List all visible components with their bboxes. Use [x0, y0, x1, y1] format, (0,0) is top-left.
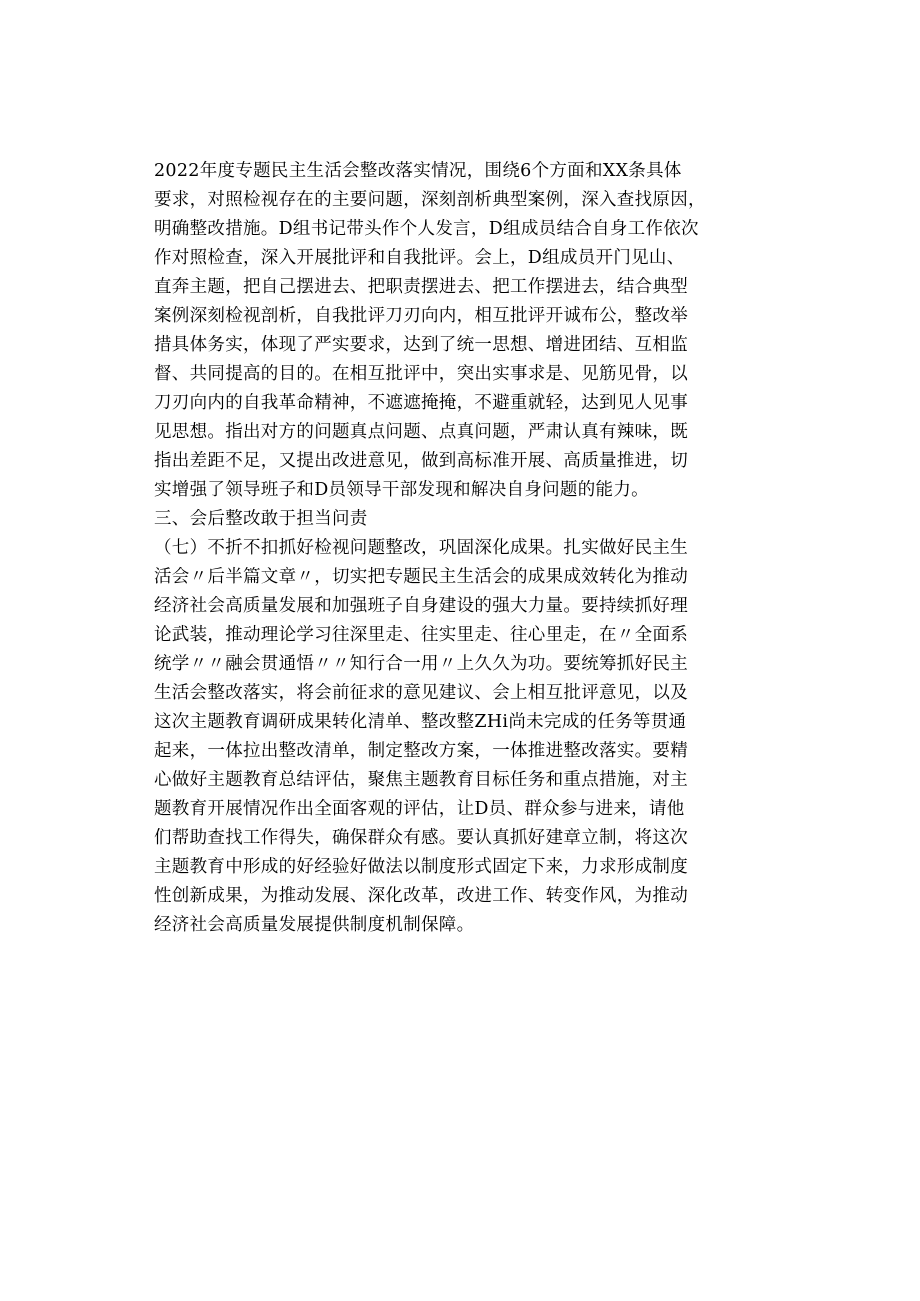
text-line-15: 活会〃后半篇文章〃，切实把专题民主生活会的成果成效转化为推动	[154, 567, 688, 587]
text-line-4: 作对照检查，深入开展批评和自我批评。会上，D组成员开门见山、	[154, 248, 685, 268]
text-line-16: 经济社会高质量发展和加强班子自身建设的强大力量。要持续抓好理	[154, 596, 688, 616]
text-line-18: 统学〃〃融会贯通悟〃〃知行合一用〃上久久为功。要统筹抓好民主	[154, 654, 688, 674]
text-line-5: 直奔主题，把自己摆进去、把职责摆进去、把工作摆进去，结合典型	[154, 277, 688, 297]
text-line-12: 实增强了领导班子和D员领导干部发现和解决自身问题的能力。	[154, 480, 649, 500]
section-heading: 三、会后整改敢于担当问责	[154, 509, 368, 529]
text-line-2: 要求，对照检视存在的主要问题，深刻剖析典型案例，深入查找原因，	[154, 190, 706, 210]
text-line-25: 主题教育中形成的好经验好做法以制度形式固定下来，力求形成制度	[154, 857, 688, 877]
text-line-24: 们帮助查找工作得失，确保群众有感。要认真抓好建章立制，将这次	[154, 828, 688, 848]
text-line-1: 2022年度专题民主生活会整改落实情况，围绕6个方面和XX条具体	[154, 161, 682, 181]
text-line-21: 起来，一体拉出整改清单，制定整改方案，一体推进整改落实。要精	[154, 741, 688, 761]
text-line-27: 经济社会高质量发展提供制度机制保障。	[154, 915, 475, 935]
text-line-14: （七）不折不扣抓好检视问题整改，巩固深化成果。扎实做好民主生	[154, 538, 688, 558]
text-line-8: 督、共同提高的目的。在相互批评中，突出实事求是、见筋见骨，以	[154, 364, 688, 384]
text-line-7: 措具体务实，体现了严实要求，达到了统一思想、增进团结、互相监	[154, 335, 688, 355]
text-line-26: 性创新成果，为推动发展、深化改革，改进工作、转变作风，为推动	[154, 886, 688, 906]
text-line-11: 指出差距不足，又提出改进意见，做到高标准开展、高质量推进，切	[154, 451, 688, 471]
text-line-6: 案例深刻检视剖析，自我批评刀刃向内，相互批评开诚布公，整改举	[154, 306, 688, 326]
text-line-22: 心做好主题教育总结评估，聚焦主题教育目标任务和重点措施，对主	[154, 770, 688, 790]
text-line-20: 这次主题教育调研成果转化清单、整改整ZHi尚未完成的任务等贯通	[154, 712, 687, 732]
text-line-3: 明确整改措施。D组书记带头作个人发言，D组成员结合自身工作依次	[154, 219, 699, 239]
document-body	[154, 157, 774, 940]
text-line-17: 论武装，推动理论学习往深里走、往实里走、往心里走，在〃全面系	[154, 625, 688, 645]
text-line-10: 见思想。指出对方的问题真点问题、点真问题，严肃认真有辣味，既	[154, 422, 688, 442]
text-line-23: 题教育开展情况作出全面客观的评估，让D员、群众参与进来，请他	[154, 799, 685, 819]
text-line-9: 刀刃向内的自我革命精神，不遮遮掩掩，不避重就轻，达到见人见事	[154, 393, 688, 413]
text-line-19: 生活会整改落实，将会前征求的意见建议、会上相互批评意见，以及	[154, 683, 688, 703]
